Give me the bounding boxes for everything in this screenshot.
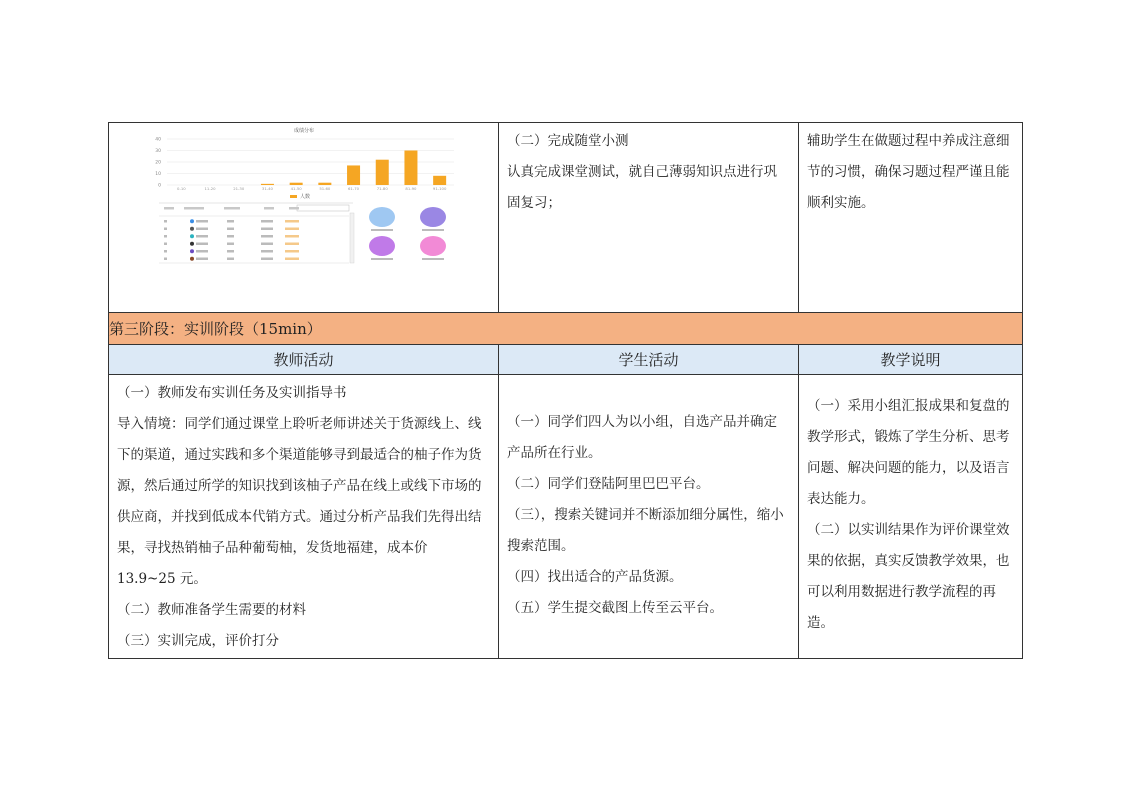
avatar-icon bbox=[190, 242, 194, 246]
time-cell bbox=[261, 235, 273, 238]
teaching-explain-cell bbox=[799, 375, 1022, 658]
quiz-explain: 辅助学生在做题过程中养成注意细节的习惯，确保习题过程严谨且能顺利实施。 bbox=[807, 133, 1010, 211]
y-tick-label: 30 bbox=[155, 149, 161, 154]
student-step-3: （三），搜索关键词并不断添加细分属性，缩小搜索范围。 bbox=[507, 507, 784, 554]
x-tick-label: 0-10 bbox=[177, 186, 186, 191]
name-cell bbox=[196, 235, 208, 238]
name-cell bbox=[196, 258, 208, 261]
column-headers bbox=[109, 345, 1022, 375]
avatar-icon bbox=[190, 249, 194, 253]
name-cell bbox=[196, 243, 208, 246]
row-quiz bbox=[109, 123, 1022, 313]
x-tick-label: 61-70 bbox=[348, 186, 360, 191]
teacher-item-3: （三）实训完成，评价打分 bbox=[117, 633, 279, 649]
name-cell bbox=[196, 220, 208, 223]
avatar-icon bbox=[190, 257, 194, 261]
bar-41-50 bbox=[290, 183, 303, 185]
time-cell bbox=[261, 228, 273, 231]
action-cell bbox=[285, 235, 299, 238]
x-tick-label: 51-60 bbox=[319, 186, 331, 191]
bar-51-60 bbox=[318, 183, 331, 185]
action-cell bbox=[285, 220, 299, 223]
time-cell bbox=[261, 243, 273, 246]
score-cell bbox=[227, 250, 234, 253]
student-step-4: （四）找出适合的产品货源。 bbox=[507, 569, 683, 585]
chart-cell bbox=[109, 123, 499, 312]
bar-61-70 bbox=[347, 165, 360, 185]
time-cell bbox=[261, 258, 273, 261]
time-cell bbox=[261, 220, 273, 223]
rank-cell bbox=[164, 243, 167, 246]
header-explain: 教学说明 bbox=[880, 351, 941, 369]
time-cell bbox=[261, 250, 273, 253]
explain-item-2: （二）以实训结果作为评价课堂效果的依据，真实反馈教学效果，也可以利用数据进行教学流程的再造。 bbox=[807, 522, 1010, 631]
x-tick-label: 91-100 bbox=[432, 186, 447, 191]
stage-three-title: 第三阶段：实训阶段（15min） bbox=[109, 313, 1022, 345]
y-tick-label: 0 bbox=[158, 183, 161, 189]
teacher-item-1: （一）教师发布实训任务及实训指导书 bbox=[117, 385, 347, 401]
y-tick-label: 10 bbox=[155, 172, 161, 177]
y-tick-label: 20 bbox=[155, 160, 161, 166]
action-cell bbox=[285, 258, 299, 261]
rank-cell bbox=[164, 258, 167, 261]
rank-cell bbox=[164, 235, 167, 238]
bar-71-80 bbox=[376, 160, 389, 185]
stat-bubbles-image bbox=[369, 207, 446, 260]
score-distribution-chart bbox=[109, 123, 499, 313]
action-cell bbox=[285, 250, 299, 253]
quiz-student-cell bbox=[499, 123, 799, 312]
x-tick-label: 31-40 bbox=[261, 186, 273, 191]
score-cell bbox=[227, 235, 234, 238]
x-tick-label: 81-90 bbox=[405, 186, 417, 191]
quiz-body: 认真完成课堂测试，就自己薄弱知识点进行巩固复习； bbox=[507, 164, 777, 211]
avatar-icon bbox=[190, 219, 194, 223]
teacher-scenario: 导入情境：同学们通过课堂上聆听老师讲述关于货源线上、线下的渠道，通过实践和多个渠道能够寻到最适合的柚子作为货源，然后通过所学的知识找到该柚子产品在线上或线下市场的供应商，并找到低成本代销方式。通过分析产品我们先得出结果，寻找热销柚子品种葡萄柚，发货地福建，成本价 13.9~25 元。 bbox=[117, 416, 482, 587]
score-screenshot bbox=[109, 123, 499, 313]
bar-91-100 bbox=[433, 176, 446, 185]
lesson-plan-table bbox=[108, 122, 1023, 659]
quiz-explain-cell bbox=[799, 123, 1022, 312]
score-cell bbox=[227, 243, 234, 246]
y-tick-label: 40 bbox=[155, 137, 161, 143]
header-teacher: 教师活动 bbox=[109, 345, 499, 374]
student-step-1: （一）同学们四人为以小组，自选产品并确定产品所在行业。 bbox=[507, 414, 777, 461]
legend-swatch bbox=[290, 195, 297, 198]
x-tick-label: 41-50 bbox=[290, 186, 302, 191]
x-tick-label: 11-20 bbox=[204, 186, 216, 191]
row-training bbox=[109, 375, 1022, 658]
student-step-5: （五）学生提交截图上传至云平台。 bbox=[507, 600, 723, 616]
action-cell bbox=[285, 243, 299, 246]
rank-cell bbox=[164, 220, 167, 223]
score-cell bbox=[227, 228, 234, 231]
bar-81-90 bbox=[404, 151, 417, 186]
legend-label: 人数 bbox=[300, 194, 311, 200]
student-step-2: （二）同学们登陆阿里巴巴平台。 bbox=[507, 476, 710, 492]
x-tick-label: 71-80 bbox=[376, 186, 388, 191]
avatar-icon bbox=[190, 227, 194, 231]
score-cell bbox=[227, 220, 234, 223]
rank-cell bbox=[164, 250, 167, 253]
name-cell bbox=[196, 228, 208, 231]
rank-cell bbox=[164, 228, 167, 231]
ranking-table-image bbox=[159, 203, 354, 263]
action-cell bbox=[285, 228, 299, 231]
x-tick-label: 21-30 bbox=[233, 186, 245, 191]
score-cell bbox=[227, 258, 234, 261]
name-cell bbox=[196, 250, 208, 253]
teacher-item-2: （二）教师准备学生需要的材料 bbox=[117, 602, 306, 618]
quiz-title: （二）完成随堂小测 bbox=[507, 133, 629, 149]
explain-item-1: （一）采用小组汇报成果和复盘的教学形式，锻炼了学生分析、思考问题、解决问题的能力，以及语言表达能力。 bbox=[807, 398, 1010, 507]
student-activity-cell bbox=[499, 375, 799, 658]
header-student: 学生活动 bbox=[499, 345, 799, 374]
teacher-activity-cell bbox=[109, 375, 499, 658]
chart-title: 成绩分布 bbox=[293, 128, 315, 134]
avatar-icon bbox=[190, 234, 194, 238]
bar-31-40 bbox=[261, 184, 274, 185]
